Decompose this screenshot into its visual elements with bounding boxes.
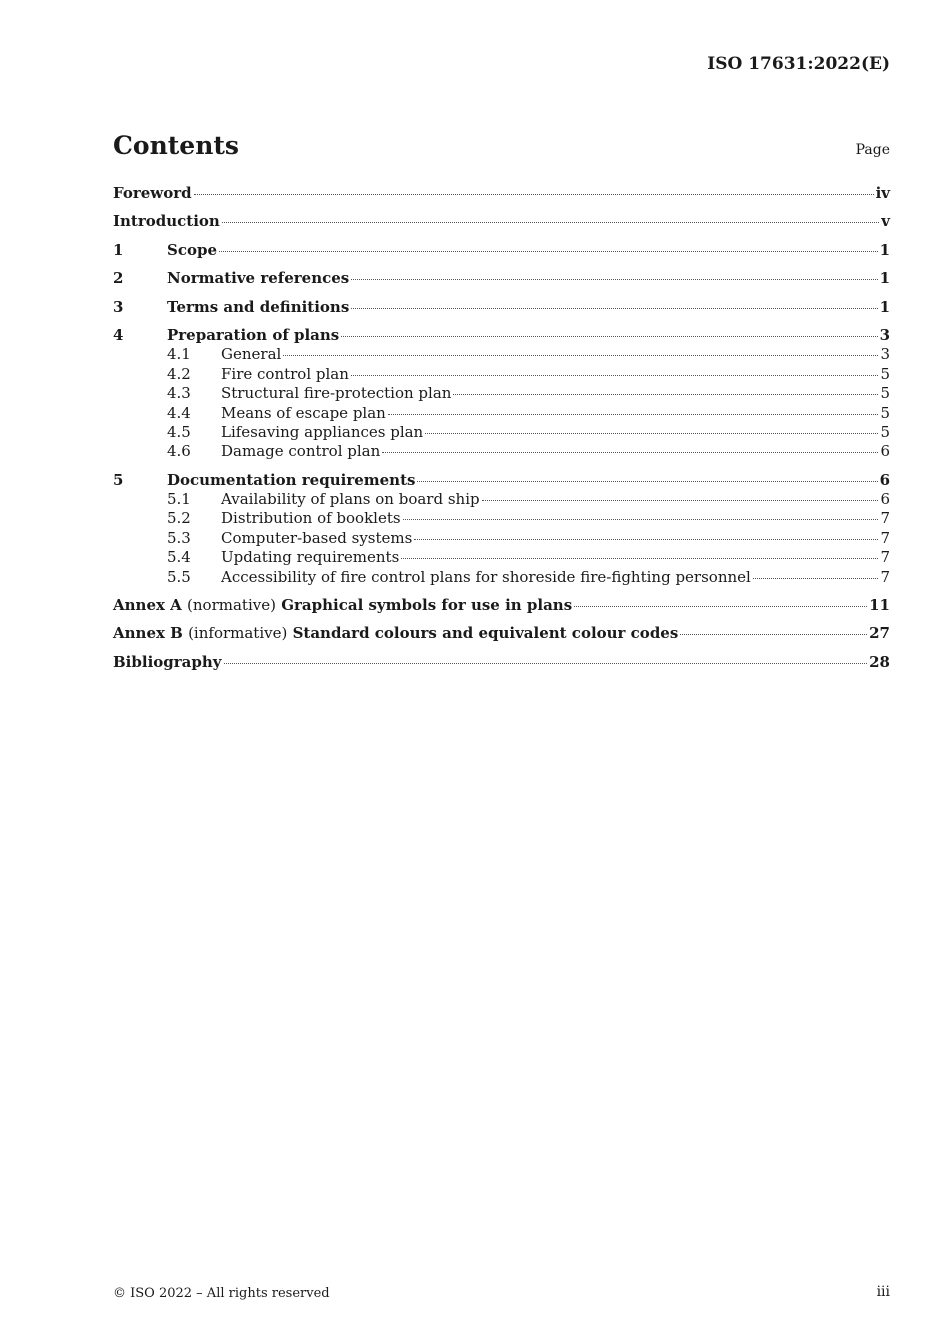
annex-type: (informative)	[188, 624, 288, 643]
dot-leader	[680, 634, 867, 635]
toc-entry-fire-control-plan[interactable]	[113, 365, 890, 384]
toc-title: Documentation requirements	[167, 470, 416, 489]
dot-leader	[224, 663, 868, 664]
toc-page: 6	[879, 470, 890, 489]
table-of-contents	[113, 184, 890, 672]
toc-title: Computer-based systems	[221, 528, 413, 547]
toc-entry-lifesaving-appliances-plan[interactable]	[113, 423, 890, 442]
dot-leader	[417, 481, 877, 482]
dot-leader	[351, 375, 879, 376]
toc-entry-introduction[interactable]	[113, 212, 890, 231]
dot-leader	[753, 578, 879, 579]
toc-page: 6	[880, 490, 890, 509]
toc-title: Scope	[167, 240, 218, 259]
toc-number: 5.4	[167, 548, 191, 567]
toc-page: 5	[880, 422, 890, 441]
toc-title	[113, 624, 678, 643]
toc-title: Means of escape plan	[221, 403, 386, 422]
toc-page: v	[881, 212, 890, 231]
toc-title: Terms and definitions	[167, 297, 350, 316]
toc-title: Bibliography	[113, 652, 222, 671]
toc-entry-updating-requirements[interactable]	[113, 548, 890, 567]
toc-page: 7	[880, 509, 890, 528]
toc-page: 27	[869, 624, 890, 643]
toc-title: Structural fire-protection plan	[221, 384, 452, 403]
toc-page: 28	[869, 652, 890, 671]
dot-leader	[414, 539, 878, 540]
toc-number: 4.1	[167, 345, 191, 364]
annex-type: (normative)	[187, 596, 276, 615]
toc-title	[113, 596, 572, 615]
dot-leader	[482, 500, 879, 501]
toc-entry-preparation-of-plans[interactable]	[113, 326, 890, 345]
annex-label: Annex B	[113, 624, 183, 643]
toc-page: 7	[880, 567, 890, 586]
toc-entry-annex-b[interactable]	[113, 624, 890, 643]
toc-title: Normative references	[167, 269, 350, 288]
toc-page: 5	[880, 384, 890, 403]
toc-entry-bibliography[interactable]	[113, 653, 890, 672]
toc-number: 1	[113, 240, 124, 259]
page-column-label: Page	[855, 142, 890, 158]
dot-leader	[382, 452, 878, 453]
toc-title: Accessibility of fire control plans for shoreside fire-fighting personnel	[221, 567, 751, 586]
page-number: iii	[876, 1284, 890, 1300]
toc-number: 4.2	[167, 364, 191, 383]
toc-title: Updating requirements	[221, 548, 400, 567]
toc-title: Fire control plan	[221, 364, 349, 383]
toc-entry-documentation-requirements[interactable]	[113, 471, 890, 490]
contents-title: Contents	[113, 131, 240, 160]
toc-entry-terms-and-definitions[interactable]	[113, 298, 890, 317]
toc-entry-general[interactable]	[113, 345, 890, 364]
toc-page: 11	[869, 596, 890, 615]
toc-number: 5	[113, 470, 124, 489]
annex-label: Annex A	[113, 596, 182, 615]
toc-title: Preparation of plans	[167, 325, 340, 344]
toc-title: Distribution of booklets	[221, 509, 401, 528]
toc-number: 5.3	[167, 528, 191, 547]
toc-number: 2	[113, 269, 124, 288]
toc-title: Damage control plan	[221, 442, 381, 461]
annex-title: Standard colours and equivalent colour codes	[292, 624, 679, 643]
toc-page: 6	[880, 442, 890, 461]
toc-number: 4.3	[167, 384, 191, 403]
dot-leader	[401, 558, 878, 559]
toc-entry-annex-a[interactable]	[113, 596, 890, 615]
toc-entry-computer-based-systems[interactable]	[113, 529, 890, 548]
copyright-notice: © ISO 2022 – All rights reserved	[113, 1286, 330, 1301]
toc-number: 3	[113, 297, 124, 316]
toc-entry-foreword[interactable]	[113, 184, 890, 203]
dot-leader	[351, 279, 877, 280]
toc-number: 5.2	[167, 509, 191, 528]
document-id: ISO 17631:2022(E)	[707, 54, 890, 74]
toc-page: iv	[875, 184, 890, 202]
toc-page: 3	[880, 345, 890, 364]
dot-leader	[453, 394, 878, 395]
toc-page: 7	[880, 528, 890, 547]
toc-entry-structural-fire-protection-plan[interactable]	[113, 384, 890, 403]
toc-entry-normative-references[interactable]	[113, 269, 890, 288]
dot-leader	[222, 222, 879, 223]
toc-number: 5.5	[167, 567, 191, 586]
toc-title: Introduction	[113, 212, 220, 231]
toc-entry-scope[interactable]	[113, 241, 890, 260]
dot-leader	[194, 194, 874, 195]
dot-leader	[403, 519, 879, 520]
toc-entry-accessibility-of-fire-control-plans[interactable]	[113, 568, 890, 587]
toc-page: 1	[879, 269, 890, 288]
dot-leader	[341, 336, 877, 337]
toc-page: 5	[880, 403, 890, 422]
dot-leader	[425, 433, 878, 434]
toc-page: 7	[880, 548, 890, 567]
dot-leader	[219, 251, 878, 252]
toc-entry-damage-control-plan[interactable]	[113, 442, 890, 461]
toc-page: 1	[879, 240, 890, 259]
toc-number: 4.5	[167, 422, 191, 441]
toc-page: 1	[879, 297, 890, 316]
toc-entry-availability-of-plans[interactable]	[113, 490, 890, 509]
dot-leader	[351, 308, 877, 309]
toc-number: 5.1	[167, 490, 191, 509]
toc-page: 3	[879, 325, 890, 344]
toc-number: 4	[113, 325, 124, 344]
toc-number: 4.6	[167, 442, 191, 461]
annex-title: Graphical symbols for use in plans	[281, 596, 573, 615]
toc-page: 5	[880, 364, 890, 383]
dot-leader	[574, 606, 867, 607]
toc-title: General	[221, 345, 282, 364]
toc-entry-means-of-escape-plan[interactable]	[113, 404, 890, 423]
toc-title: Availability of plans on board ship	[221, 490, 480, 509]
toc-title: Foreword	[113, 184, 192, 202]
toc-number: 4.4	[167, 403, 191, 422]
dot-leader	[388, 414, 879, 415]
toc-entry-distribution-of-booklets[interactable]	[113, 509, 890, 528]
toc-title: Lifesaving appliances plan	[221, 422, 424, 441]
dot-leader	[283, 355, 878, 356]
